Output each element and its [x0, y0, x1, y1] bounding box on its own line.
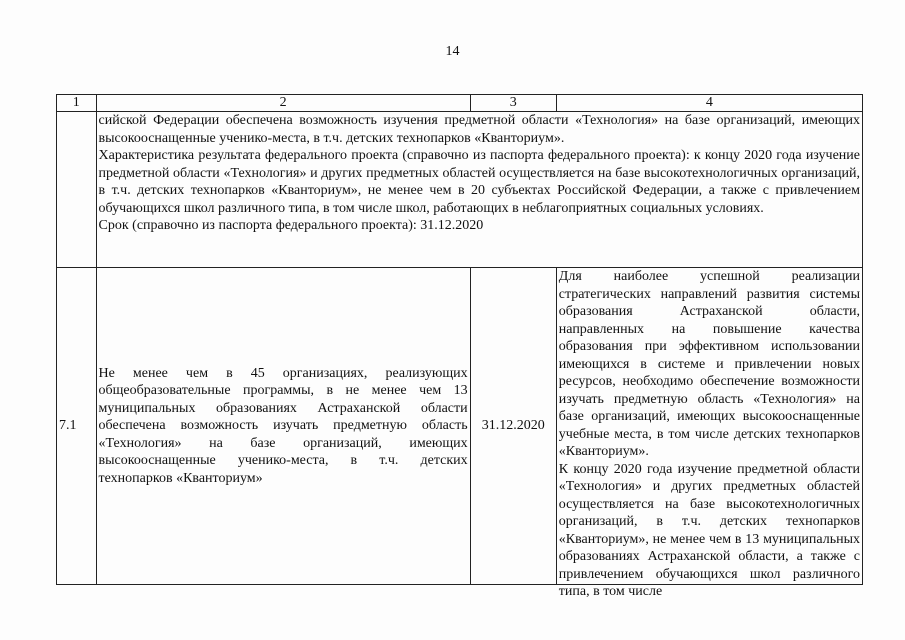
continuation-row — [57, 112, 863, 268]
result-characteristic-paragraph: Характеристика результата федерального проекта (справочно из паспорта федерального проекта): к концу 2020 года изучение предметной области «Технология» и других предметных областей осуществляется на базе высокотехнологичных организаций, в т.ч. детских технопарков «Кванториум», не менее чем в 20 субъектах Российской Федерации, а также с привлечением обучающихся школ различного типа, в том числе школ, работающих в неблагоприятных социальных условиях. — [98, 148, 860, 216]
federal-project-table — [56, 94, 863, 599]
justification-paragraph-2: К концу 2020 года изучение предметной области «Технология» и других предметных областей осуществляется на базе высокотехнологичных организаций, в т.ч. детских технопарков «Кванториум», не менее чем в 13 муниципальных образованиях Астраханской области, а также с привлечением обучающихся школ различного типа, в том числе — [558, 461, 860, 599]
table-header-row — [57, 95, 863, 112]
continuation-paragraph: сийской Федерации обеспечена возможность изучения предметной области «Технология» на базе организаций, имеющих высокооснащенные ученико-места, в т.ч. детских технопарков «Кванториум». — [98, 113, 860, 146]
continuation-empty-cell — [57, 112, 97, 268]
justification-paragraph-1: Для наиболее успешной реализации стратегических направлений развития системы образования Астраханской области, направленных на повышение качества образования при эффективном использовании имеющихся в системе и привлечении новых ресурсов, необходимо обеспечение возможности изучать предметную область «Технология» на базе организаций, имеющих высокооснащенные учебные места, в том числе детских технопарков «Кванториум». — [558, 269, 860, 459]
header-col-3: 3 — [470, 95, 556, 112]
page-number: 14 — [445, 44, 460, 59]
date-cell: 31.12.2020 — [470, 268, 556, 585]
header-col-2: 2 — [96, 95, 470, 112]
header-col-1: 1 — [57, 95, 97, 112]
deadline-paragraph: Срок (справочно из паспорта федерального проекта): 31.12.2020 — [98, 218, 484, 233]
continuation-text-cell — [96, 112, 862, 268]
table-row — [57, 268, 863, 585]
result-cell: Не менее чем в 45 организациях, реализующих общеобразовательные программы, в не менее чем 13 муниципальных образованиях Астраханской области обеспечена возможность изучать предметную область «Технология» на базе организаций, имеющих высокооснащенные ученико-места, в т.ч. детских технопарков «Кванториум» — [96, 268, 470, 585]
row-number: 7.1 — [57, 268, 97, 585]
justification-cell — [556, 268, 862, 599]
header-col-4: 4 — [556, 95, 862, 112]
